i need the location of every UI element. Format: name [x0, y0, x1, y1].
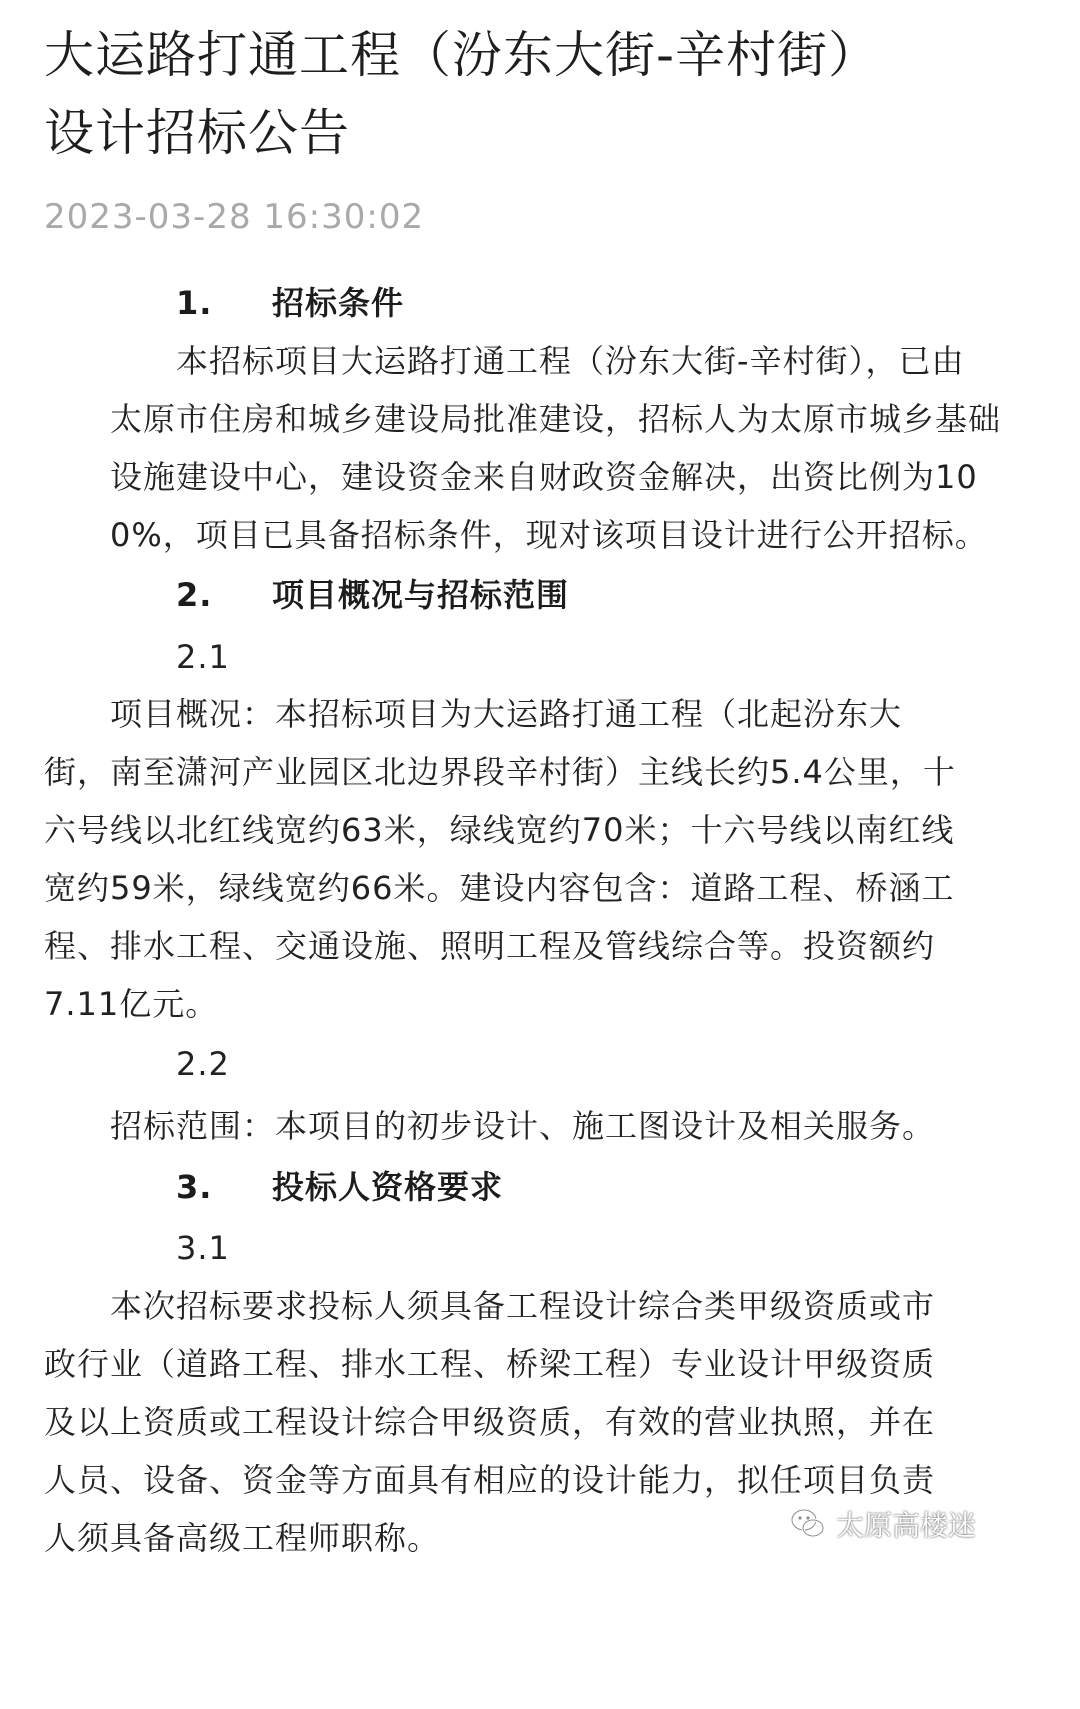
wechat-icon: [788, 1504, 828, 1544]
paragraph-line: 宽约59米，绿线宽约66米。建设内容包含：道路工程、桥涵工: [44, 869, 955, 907]
paragraph-line: 街，南至潇河产业园区北边界段辛村街）主线长约5.4公里，十: [44, 753, 956, 791]
section-number: 2.: [176, 576, 213, 614]
paragraph-line: 0%，项目已具备招标条件，现对该项目设计进行公开招标。: [110, 516, 988, 554]
section-number: 1.: [176, 284, 213, 322]
paragraph-line: 7.11亿元。: [44, 985, 219, 1023]
section-title: 项目概况与招标范围: [272, 576, 570, 614]
subsection-number: 3.1: [176, 1229, 230, 1267]
paragraph-line: 招标范围：本项目的初步设计、施工图设计及相关服务。: [110, 1107, 936, 1145]
subsection-number: 2.2: [176, 1045, 230, 1083]
title-line-1: 大运路打通工程（汾东大街-辛村街）: [44, 26, 880, 84]
source-watermark: [788, 1504, 976, 1544]
section-number: 3.: [176, 1168, 213, 1206]
title-line-2: 设计招标公告: [44, 104, 350, 162]
section-heading-2: [176, 573, 569, 617]
section-heading-1: [176, 281, 404, 325]
paragraph-line: 人员、设备、资金等方面具有相应的设计能力，拟任项目负责: [44, 1461, 936, 1499]
subsection-number: 2.1: [176, 638, 230, 676]
paragraph-line: 人须具备高级工程师职称。: [44, 1519, 441, 1557]
publish-timestamp: 2023-03-28 16:30:02: [44, 197, 425, 237]
section-title: 投标人资格要求: [272, 1168, 504, 1206]
paragraph-line: 项目概况：本招标项目为大运路打通工程（北起汾东大: [110, 695, 903, 733]
article-title: [44, 16, 1044, 172]
section-heading-3: [176, 1165, 503, 1209]
paragraph-line: 本招标项目大运路打通工程（汾东大街-辛村街），已由: [176, 342, 965, 380]
paragraph-line: 太原市住房和城乡建设局批准建设，招标人为太原市城乡基础: [110, 400, 1002, 438]
paragraph-line: 六号线以北红线宽约63米，绿线宽约70米；十六号线以南红线: [44, 811, 955, 849]
paragraph-line: 设施建设中心，建设资金来自财政资金解决，出资比例为10: [110, 458, 978, 496]
section-title: 招标条件: [272, 284, 405, 322]
watermark-text: 太原高楼迷: [836, 1509, 977, 1542]
paragraph-line: 程、排水工程、交通设施、照明工程及管线综合等。投资额约: [44, 927, 936, 965]
paragraph-line: 本次招标要求投标人须具备工程设计综合类甲级资质或市: [110, 1287, 936, 1325]
paragraph-line: 及以上资质或工程设计综合甲级资质，有效的营业执照，并在: [44, 1403, 936, 1441]
paragraph-line: 政行业（道路工程、排水工程、桥梁工程）专业设计甲级资质: [44, 1345, 936, 1383]
